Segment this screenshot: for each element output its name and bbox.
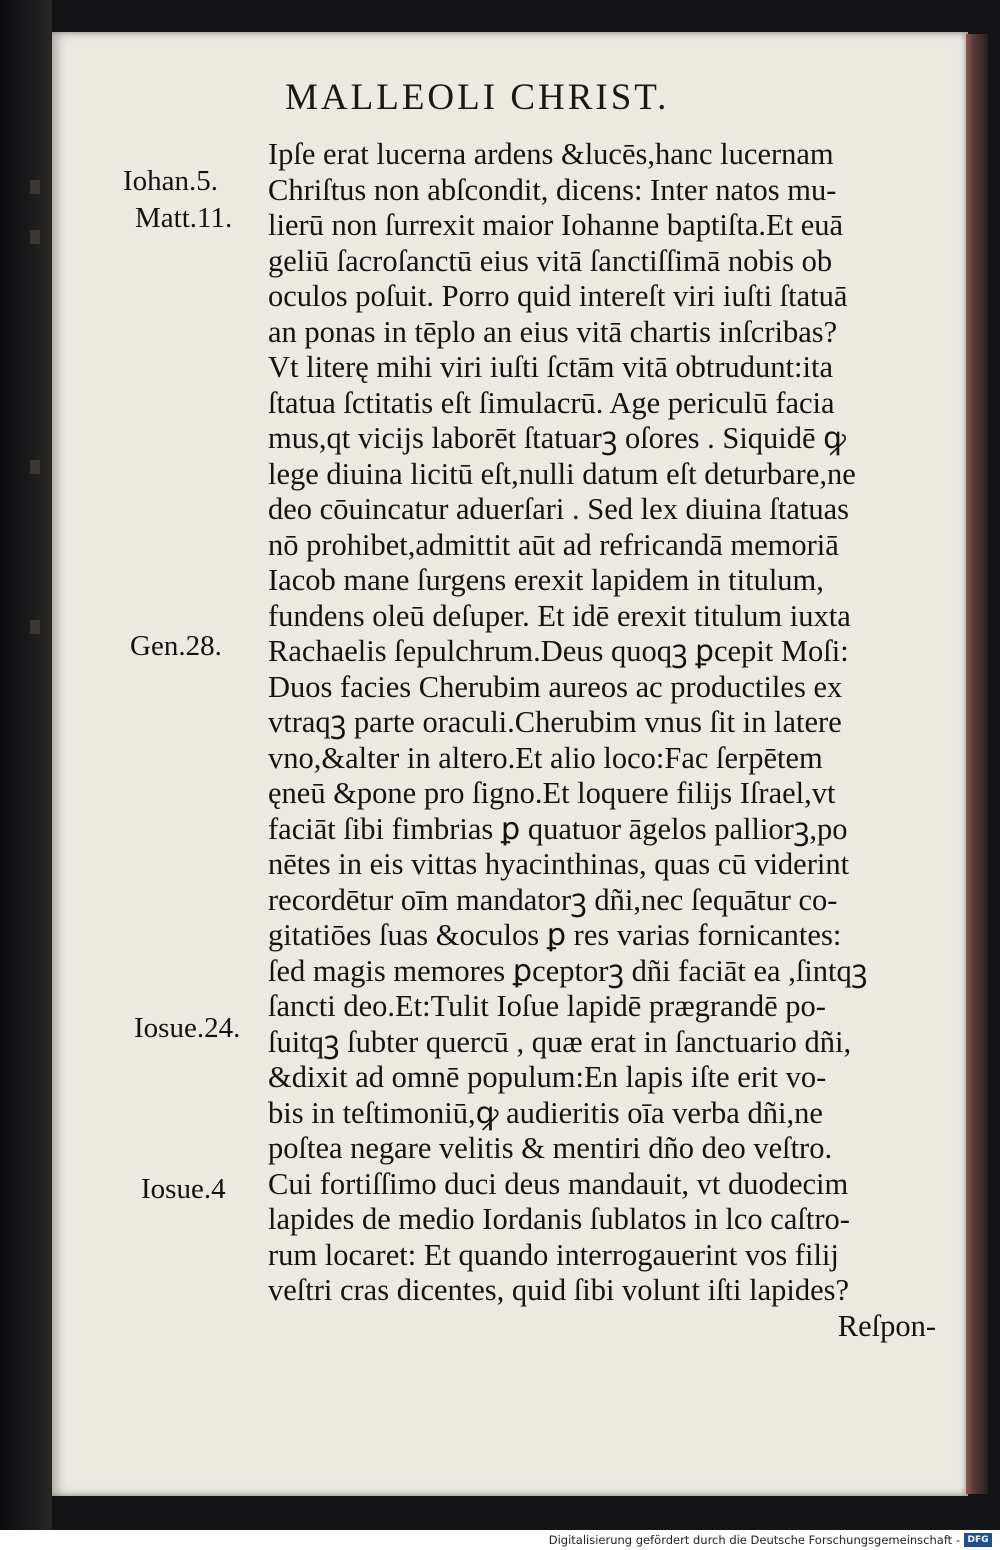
text-line: ſancti deo.Et:Tulit Ioſue lapidē prægrandē po-	[268, 989, 826, 1023]
text-line: Vt literę mihi viri iuſti ſctām vitā obtrudunt:ita	[268, 350, 833, 384]
text-line: ſtatua ſctitatis eſt ſimulacrū. Age periculū facia	[268, 385, 835, 420]
text-line: vtraqꝫ parte oraculi.Cherubim vnus ſit in latere	[268, 705, 842, 739]
text-line: Rachaelis ſepulchrum.Deus quoqꝫ ꝑcepit Moſi:	[268, 634, 849, 668]
text-line: Ipſe erat lucerna ardens &lucēs,hanc lucernam	[268, 137, 834, 171]
catchword: Reſpon-	[837, 1308, 936, 1343]
text-line: mus,qt vicijs laborēt ſtatuarꝫ oſores . Siquidē ꝙ	[268, 421, 847, 455]
text-line: ſed magis memores ꝑceptorꝫ dñi faciāt ea ,ſintqꝫ	[268, 953, 868, 988]
text-line: deo cōuincatur aduerſari . Sed lex diuina ſtatuas	[268, 492, 849, 526]
running-title: MALLEOLI CHRIST.	[285, 77, 670, 118]
text-line: Iacob mane ſurgens erexit lapidem in titulum,	[268, 563, 824, 597]
text-line: geliū ſacroſanctū eius vitā ſanctiſſimā nobis ob	[268, 243, 833, 278]
dfg-logo-icon: DFG	[964, 1533, 992, 1547]
text-line: &dixit ad omnē populum:En lapis iſte erit vo-	[268, 1060, 827, 1094]
text-line: an ponas in tēplo an eius vitā chartis inſcribas?	[268, 314, 838, 349]
margin-note-gen: Gen.28.	[130, 630, 222, 662]
text-line: recordētur oīm mandatorꝫ dñi,nec ſequātur co-	[268, 882, 838, 917]
text-line: vno,&alter in altero.Et alio loco:Fac ſerpētem	[268, 740, 823, 775]
text-line: fundens oleū deſuper. Et idē erexit titulum iuxta	[268, 598, 851, 633]
margin-note-matt: Matt.11.	[135, 202, 233, 234]
text-line: gitatiōes ſuas &oculos ꝑ res varias fornicantes:	[268, 918, 842, 952]
margin-note-iosue-24: Iosue.24.	[134, 1012, 241, 1044]
text-line: nō prohibet,admittit aūt ad refricandā memoriā	[268, 527, 839, 562]
text-line: Chriſtus non abſcondit, dicens: Inter natos mu-	[268, 172, 837, 207]
facing-page-fragment	[22, 170, 48, 1420]
body-text	[268, 137, 958, 1344]
text-line: bis in teſtimoniū,ꝙ audieritis oīa verba dñi,ne	[268, 1095, 823, 1130]
text-line: oculos poſuit. Porro quid intereſt viri iuſti ſtatuā	[268, 279, 848, 313]
text-line: veſtri cras dicentes, quid ſibi volunt iſti lapides?	[268, 1273, 850, 1307]
text-line: ęneū &pone pro ſigno.Et loquere filijs Iſrael,vt	[268, 776, 836, 810]
text-line: lege diuina licitū eſt,nulli datum eſt deturbare,ne	[268, 456, 856, 491]
text-line: lapides de medio Iordanis ſublatos in lco caſtro-	[268, 1202, 850, 1236]
text-line: Cui fortiſſimo duci deus mandauit, vt duodecim	[268, 1166, 849, 1201]
text-line: Duos facies Cherubim aureos ac productiles ex	[268, 669, 843, 704]
text-line: rum locaret: Et quando interrogauerint vos filij	[268, 1237, 839, 1272]
funding-credit: Digitalisierung gefördert durch die Deutsche Forschungsgemeinschaft -	[548, 1533, 960, 1547]
text-line: faciāt ſibi fimbrias ꝑ quatuor āgelos palliorꝫ,po	[268, 811, 848, 846]
page-stack-edge	[966, 34, 988, 1494]
text-line: lierū non ſurrexit maior Iohanne baptiſta.Et euā	[268, 208, 844, 242]
margin-note-iosue-4: Iosue.4	[141, 1173, 226, 1205]
text-line: ſuitqꝫ ſubter quercū , quæ erat in ſanctuario dñi,	[268, 1024, 852, 1059]
text-line: nētes in eis vittas hyacinthinas, quas cū viderint	[268, 847, 850, 881]
text-line: poſtea negare velitis & mentiri dño deo veſtro.	[268, 1131, 833, 1165]
margin-note-iohan: Iohan.5.	[123, 165, 219, 197]
